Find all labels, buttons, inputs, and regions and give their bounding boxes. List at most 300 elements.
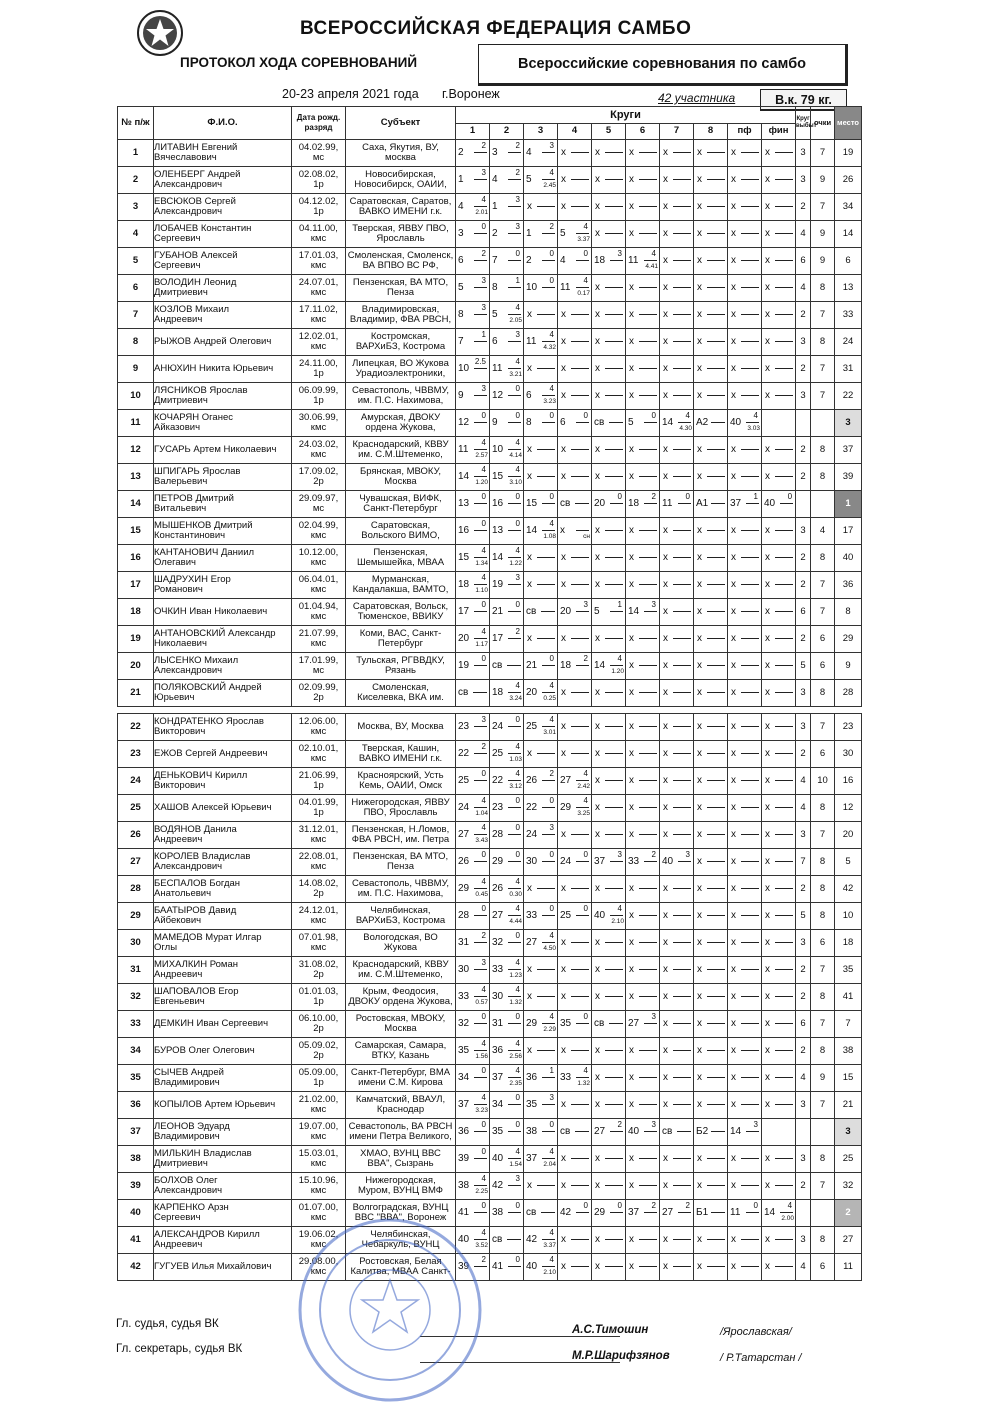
bout-score: 0 (549, 411, 554, 420)
x-mark: x (697, 660, 702, 671)
bout-opponent: 21 (526, 660, 538, 671)
bout-score: 4 (583, 796, 588, 805)
bout-cell (728, 1173, 762, 1200)
bout-cell (558, 680, 592, 707)
x-mark: x (595, 309, 600, 320)
bout-cell (626, 248, 660, 275)
bout-cell (626, 903, 660, 930)
bout-score: 4 (549, 330, 554, 339)
bout-score: 0 (515, 931, 520, 940)
bout-time: 3.03 (747, 425, 760, 432)
athlete-name: БЕСПАЛОВ Богдан Анатольевич (154, 876, 292, 903)
bout-score: 0 (481, 600, 486, 609)
athlete-dob: 30.06.99, кмс (292, 410, 346, 437)
bout-cell (524, 221, 558, 248)
x-mark: x (697, 390, 702, 401)
x-mark: x (663, 883, 668, 894)
bout-time: 0.45 (475, 891, 488, 898)
athlete-region: Краснодарский, КВВУ им. С.М.Штеменко, (346, 957, 456, 984)
points: 8 (811, 545, 835, 572)
bout-time: 1.20 (611, 668, 624, 675)
athlete-number: 36 (118, 1092, 154, 1119)
rounds-out: 4 (796, 1254, 811, 1281)
athlete-row (118, 356, 862, 383)
bout-cell (558, 1065, 592, 1092)
bout-cell (558, 491, 592, 518)
x-mark: x (731, 390, 736, 401)
rounds-out: 7 (796, 849, 811, 876)
bout-score: 3 (549, 141, 554, 150)
bout-score: 0 (549, 276, 554, 285)
rounds-out: 2 (796, 356, 811, 383)
bout-cell (762, 822, 796, 849)
x-mark: x (697, 1153, 702, 1164)
bout-score: 3 (481, 384, 486, 393)
bout-opponent: 18 (492, 687, 504, 698)
x-mark: x (527, 309, 532, 320)
athlete-row (118, 167, 862, 194)
col-rounds: Круги (456, 107, 796, 124)
bout-cell (490, 221, 524, 248)
athlete-number: 41 (118, 1227, 154, 1254)
bout-opponent: 33 (458, 991, 470, 1002)
bout-cell (524, 545, 558, 572)
bout-cell (626, 1065, 660, 1092)
x-mark: x (663, 1018, 668, 1029)
bout-opponent: 23 (492, 802, 504, 813)
x-mark: x (663, 579, 668, 590)
bout-opponent: 30 (526, 856, 538, 867)
bout-score: 0 (481, 1201, 486, 1210)
x-mark: x (731, 174, 736, 185)
points: 10 (811, 768, 835, 795)
bout-cell (456, 221, 490, 248)
bout-opponent: 37 (628, 1207, 640, 1218)
bout-score: 4 (549, 384, 554, 393)
x-mark: x (629, 1180, 634, 1191)
bout-opponent: 24 (526, 829, 538, 840)
bout-opponent: 11 (492, 363, 503, 374)
x-mark: x (731, 910, 736, 921)
athlete-number: 38 (118, 1146, 154, 1173)
bout-opponent: св (594, 417, 605, 428)
points: 8 (811, 849, 835, 876)
athlete-dob: 06.10.00, 2р (292, 1011, 346, 1038)
x-mark: x (595, 633, 600, 644)
rounds-out: 2 (796, 957, 811, 984)
federation-logo-icon (135, 8, 185, 58)
bout-opponent: 24 (560, 856, 572, 867)
bout-cell (728, 572, 762, 599)
bout-cell (762, 1038, 796, 1065)
athlete-number: 30 (118, 930, 154, 957)
bout-cell (592, 930, 626, 957)
bout-cell (456, 167, 490, 194)
bout-cell (524, 518, 558, 545)
x-mark: x (527, 201, 532, 212)
x-mark: x (731, 660, 736, 671)
x-mark: x (731, 991, 736, 1002)
bout-score: 4 (549, 931, 554, 940)
bout-score: 3 (685, 850, 690, 859)
bout-cell (762, 1173, 796, 1200)
bout-opponent: 14 (764, 1207, 776, 1218)
bout-cell (490, 599, 524, 626)
rounds-out: 2 (796, 876, 811, 903)
bout-opponent: 41 (492, 1261, 504, 1272)
bout-cell (490, 356, 524, 383)
bout-score: 4 (481, 1228, 486, 1237)
rounds-out: 2 (796, 1173, 811, 1200)
points: 8 (811, 1146, 835, 1173)
bout-score: 3 (617, 850, 622, 859)
athlete-dob: 17.01.99, мс (292, 653, 346, 680)
rounds-out: 5 (796, 903, 811, 930)
bout-cell (558, 1254, 592, 1281)
place: 30 (835, 741, 862, 768)
bout-time: 3.23 (475, 1107, 488, 1114)
round-label: 7 (660, 123, 694, 140)
x-mark: x (629, 471, 634, 482)
bout-opponent: 5 (594, 606, 600, 617)
x-mark: x (731, 748, 736, 759)
bout-opponent: 24 (458, 802, 470, 813)
bout-cell (762, 714, 796, 741)
athlete-region: Крым, Феодосия, ДВОКУ ордена Жукова, (346, 984, 456, 1011)
bout-cell (558, 714, 592, 741)
bout-score: 1 (753, 492, 758, 501)
bout-cell (592, 984, 626, 1011)
x-mark: x (561, 444, 566, 455)
bout-cell (456, 822, 490, 849)
rounds-out (796, 1200, 811, 1227)
bout-cell (728, 302, 762, 329)
bout-cell (558, 167, 592, 194)
rounds-out: 3 (796, 167, 811, 194)
rounds-out: 3 (796, 329, 811, 356)
bout-score: 4 (515, 1066, 520, 1075)
bout-score: 4 (549, 1012, 554, 1021)
bout-score: 2 (549, 222, 554, 231)
bout-opponent: 36 (492, 1045, 504, 1056)
athlete-row (118, 1173, 862, 1200)
bout-cell (728, 876, 762, 903)
athlete-number: 20 (118, 653, 154, 680)
place: 6 (835, 248, 862, 275)
bout-opponent: 11 (560, 282, 571, 293)
bout-cell (660, 1146, 694, 1173)
bout-cell (694, 822, 728, 849)
bout-cell (728, 680, 762, 707)
bout-opponent: св (526, 1207, 537, 1218)
bout-cell (660, 356, 694, 383)
x-mark: x (697, 444, 702, 455)
x-mark: x (561, 1180, 566, 1191)
athlete-region: Челябинская, ВАРХиБЗ, Кострома (346, 903, 456, 930)
athlete-region: Пензенская, Н.Ломов, ФВА РВСН, им. Петра (346, 822, 456, 849)
bout-cell (762, 680, 796, 707)
x-mark: x (663, 606, 668, 617)
round-label: 8 (694, 123, 728, 140)
place: 33 (835, 302, 862, 329)
bout-cell (660, 680, 694, 707)
bout-opponent: 24 (492, 721, 504, 732)
bout-opponent: 2 (458, 147, 464, 158)
bout-cell (558, 383, 592, 410)
round-label: 2 (490, 123, 524, 140)
place: 8 (835, 599, 862, 626)
x-mark: x (697, 1072, 702, 1083)
bout-score: 4 (481, 877, 486, 886)
x-mark: x (561, 1045, 566, 1056)
dates: 20-23 апреля 2021 года (282, 87, 419, 101)
points: 8 (811, 984, 835, 1011)
x-mark: x (697, 525, 702, 536)
secretary-region: / Р.Татарстан / (720, 1352, 802, 1364)
x-mark: x (527, 748, 532, 759)
bout-cell (558, 1011, 592, 1038)
bout-score: 3 (481, 276, 486, 285)
bout-opponent: 3 (492, 147, 498, 158)
athlete-region: Камчатский, ВВАУЛ, Краснодар (346, 1092, 456, 1119)
x-mark: x (697, 363, 702, 374)
bout-opponent: 2 (526, 255, 532, 266)
x-mark: x (731, 147, 736, 158)
x-mark: x (765, 1099, 770, 1110)
bout-cell (626, 545, 660, 572)
bout-time: 3.23 (543, 398, 556, 405)
bout-score: 0 (515, 1255, 520, 1264)
x-mark: x (663, 687, 668, 698)
x-mark: x (629, 174, 634, 185)
bout-cell (524, 626, 558, 653)
bout-cell (762, 221, 796, 248)
bout-score: 4 (515, 904, 520, 913)
points: 7 (811, 356, 835, 383)
athlete-region: Смоленская, Смоленск, ВА ВПВО ВС РФ, (346, 248, 456, 275)
rounds-out (796, 410, 811, 437)
bout-opponent: 31 (458, 937, 470, 948)
bout-cell (660, 1092, 694, 1119)
bout-cell (694, 768, 728, 795)
bout-time: 1.54 (509, 1161, 522, 1168)
x-mark: x (561, 390, 566, 401)
points: 7 (811, 1011, 835, 1038)
place: 36 (835, 572, 862, 599)
x-mark: x (629, 633, 634, 644)
x-mark: x (595, 802, 600, 813)
bout-opponent: 25 (492, 748, 504, 759)
bout-cell (626, 653, 660, 680)
bout-cell (558, 221, 592, 248)
athlete-name: ШАПОВАЛОВ Егор Евгеньевич (154, 984, 292, 1011)
secretary-label: Гл. секретарь, судья ВК (116, 1343, 243, 1355)
bout-time: 2.29 (543, 1026, 556, 1033)
bout-cell (694, 1254, 728, 1281)
bout-cell (694, 984, 728, 1011)
bout-score: 3 (617, 249, 622, 258)
bout-opponent: 40 (662, 856, 674, 867)
bout-opponent: 22 (458, 748, 470, 759)
bout-cell (660, 741, 694, 768)
x-mark: x (731, 336, 736, 347)
athlete-region: Красноярский, Усть Кемь, ОАИИ, Омск (346, 768, 456, 795)
place: 23 (835, 714, 862, 741)
bout-cell (490, 248, 524, 275)
bout-cell (592, 248, 626, 275)
bout-cell (456, 491, 490, 518)
bout-cell (694, 714, 728, 741)
bout-cell (694, 491, 728, 518)
bout-cell (524, 410, 558, 437)
bout-opponent: 11 (628, 255, 639, 266)
bout-cell (592, 1200, 626, 1227)
x-mark: x (731, 444, 736, 455)
bout-cell (728, 849, 762, 876)
points: 7 (811, 383, 835, 410)
bout-opponent: 29 (458, 883, 470, 894)
bout-opponent: 26 (526, 775, 538, 786)
bout-cell (694, 572, 728, 599)
bout-opponent: 37 (458, 1099, 470, 1110)
bout-cell (592, 714, 626, 741)
bout-score: 4 (515, 877, 520, 886)
bout-score: 2.5 (474, 357, 486, 366)
bout-cell (592, 1227, 626, 1254)
bout-opponent: 22 (492, 775, 504, 786)
bout-opponent: 40 (526, 1261, 538, 1272)
bout-opponent: св (526, 606, 537, 617)
bout-cell (762, 1011, 796, 1038)
bout-cell (490, 1200, 524, 1227)
bout-time: 3.21 (509, 371, 522, 378)
bout-cell (626, 194, 660, 221)
bout-score: 0 (583, 850, 588, 859)
bout-cell (524, 356, 558, 383)
bout-score: 0 (515, 1093, 520, 1102)
x-mark: x (765, 1180, 770, 1191)
athlete-region: Брянская, МВОКУ, Москва (346, 464, 456, 491)
secretary-name: М.Р.Шарифзянов (572, 1350, 670, 1362)
bout-cell (558, 518, 592, 545)
bout-opponent: 35 (526, 1099, 538, 1110)
bout-time: 2.05 (509, 317, 522, 324)
bout-cell (524, 1038, 558, 1065)
bout-cell (728, 930, 762, 957)
athlete-name: БААТЫРОВ Давид Айбекович (154, 903, 292, 930)
athlete-dob: 12.06.00, кмс (292, 714, 346, 741)
bout-cell (626, 599, 660, 626)
bout-cell (694, 410, 728, 437)
athlete-row (118, 1200, 862, 1227)
x-mark: x (731, 471, 736, 482)
bout-cell (456, 329, 490, 356)
athlete-row (118, 194, 862, 221)
bout-cell (558, 903, 592, 930)
bout-cell (490, 1146, 524, 1173)
x-mark: x (697, 1180, 702, 1191)
x-mark: x (731, 633, 736, 644)
bout-opponent: 33 (628, 856, 640, 867)
bout-cell (592, 545, 626, 572)
bout-cell (592, 741, 626, 768)
x-mark: x (697, 1234, 702, 1245)
bout-opponent: 16 (492, 498, 504, 509)
x-mark: x (595, 201, 600, 212)
bout-score: 0 (481, 411, 486, 420)
bout-cell (592, 464, 626, 491)
bout-cell (660, 491, 694, 518)
rounds-out: 6 (796, 1011, 811, 1038)
rounds-out: 3 (796, 714, 811, 741)
bout-cell (762, 876, 796, 903)
x-mark: x (595, 336, 600, 347)
bout-opponent: 29 (560, 802, 572, 813)
bout-cell (694, 302, 728, 329)
athlete-region: Самарская, Самара, ВТКУ, Казань (346, 1038, 456, 1065)
bout-time: 2.45 (543, 182, 556, 189)
bout-cell (524, 572, 558, 599)
athlete-region: Ростовская, МВОКУ, Москва (346, 1011, 456, 1038)
bout-opponent: 27 (662, 1207, 674, 1218)
x-mark: x (731, 1234, 736, 1245)
bout-cell (660, 1011, 694, 1038)
athlete-name: ЕВСЮКОВ Сергей Александрович (154, 194, 292, 221)
bout-cell (660, 876, 694, 903)
bout-opponent: 4 (492, 174, 498, 185)
bout-cell (762, 849, 796, 876)
bout-cell (694, 140, 728, 167)
athlete-row (118, 572, 862, 599)
x-mark: x (629, 991, 634, 1002)
bout-cell (456, 741, 490, 768)
athlete-name: ДЕМКИН Иван Сергеевич (154, 1011, 292, 1038)
x-mark: x (663, 1153, 668, 1164)
bout-score: 3 (515, 330, 520, 339)
bout-cell (626, 410, 660, 437)
place: 2 (835, 1200, 862, 1227)
x-mark: x (731, 1045, 736, 1056)
athlete-dob: 21.06.99, 1р (292, 768, 346, 795)
bout-opponent: 27 (492, 910, 504, 921)
x-mark: x (697, 147, 702, 158)
bout-cell (592, 491, 626, 518)
athlete-row (118, 849, 862, 876)
place: 16 (835, 768, 862, 795)
bout-time: 3.37 (577, 236, 590, 243)
x-mark: x (629, 552, 634, 563)
athlete-row (118, 984, 862, 1011)
bout-score: 0 (583, 1012, 588, 1021)
bout-time: 3.24 (509, 695, 522, 702)
x-mark: x (595, 1261, 600, 1272)
x-mark: x (663, 910, 668, 921)
x-mark: x (663, 363, 668, 374)
bout-time: 1.03 (509, 756, 522, 763)
points: 7 (811, 140, 835, 167)
athlete-dob: 29.08.00, кмс (292, 1254, 346, 1281)
bout-cell (524, 1092, 558, 1119)
x-mark: x (765, 633, 770, 644)
x-mark: x (629, 775, 634, 786)
bout-opponent: 25 (526, 721, 538, 732)
bout-opponent: св (492, 660, 503, 671)
athlete-number: 12 (118, 437, 154, 464)
bout-cell (660, 795, 694, 822)
bout-cell (456, 984, 490, 1011)
athlete-dob: 06.04.01, кмс (292, 572, 346, 599)
bout-score: 2 (651, 492, 656, 501)
